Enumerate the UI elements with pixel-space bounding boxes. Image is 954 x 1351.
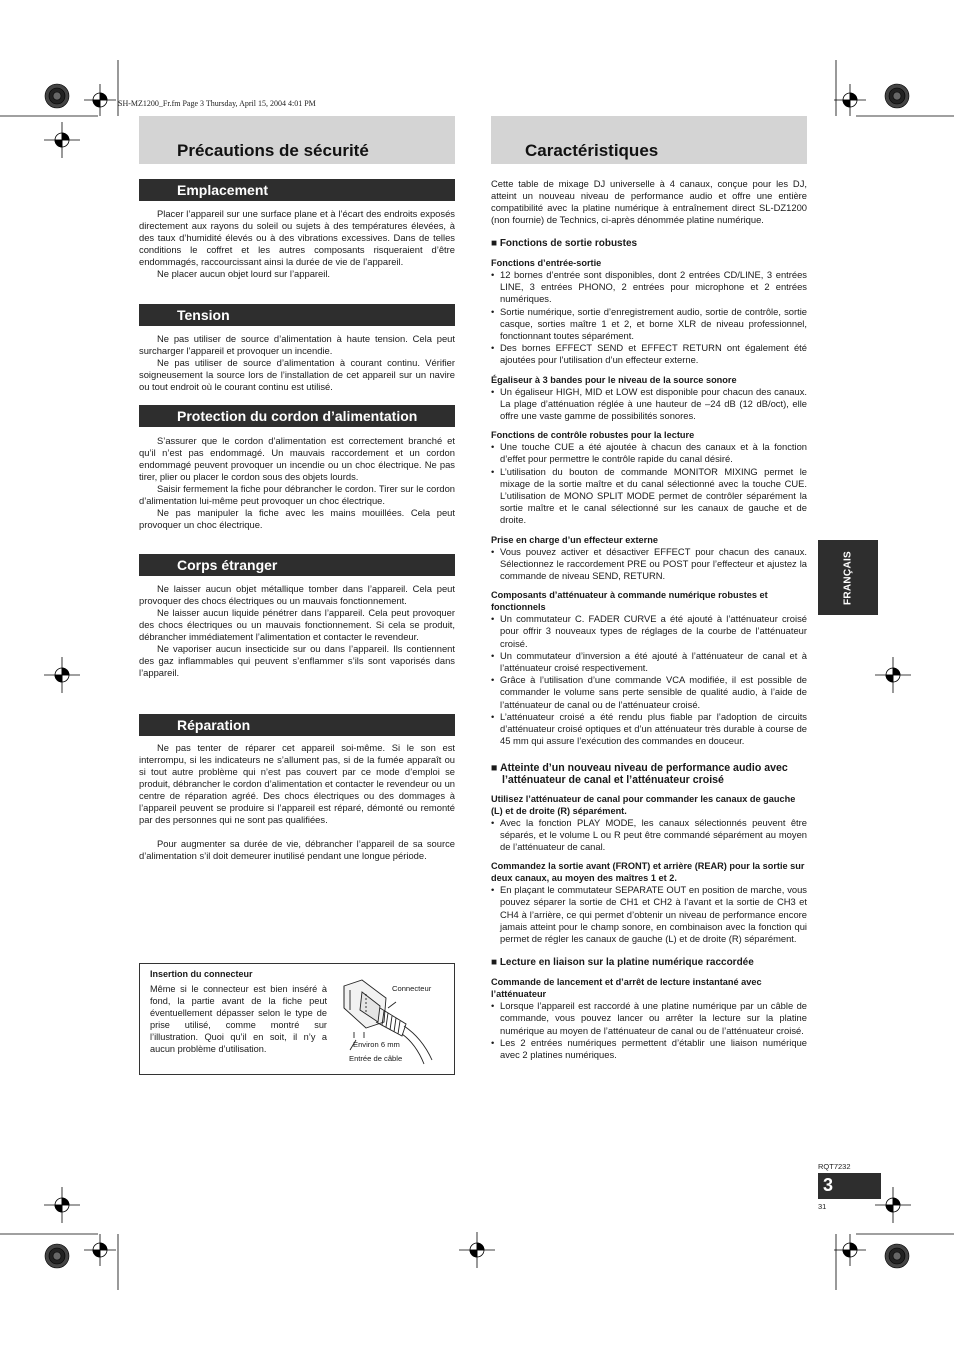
section-heading-reparation (139, 714, 455, 736)
inset-title: Insertion du connecteur (150, 969, 253, 979)
left-title-box (139, 116, 455, 164)
list-item: • Les 2 entrées numériques permettent d’établir une liaison numérique avec 2 platines numériques. (491, 1037, 807, 1061)
list-item: • Sortie numérique, sortie d’enregistrement audio, sortie de contrôle, sortie casque, sorties maître 1 et 2, et borne XLR de niveau professionnel, fonctionnant toutes séparément. (491, 306, 807, 343)
group-title: Commandez la sortie avant (FRONT) et arrière (REAR) pour la sortie sur deux canaux, au moyen des maîtres 1 et 2. (491, 861, 805, 884)
feature-heading: ■ Atteinte d’un nouveau niveau de performance audio avec l’atténuateur de canal et l’atténuateur croisé (491, 761, 788, 786)
language-tab-label: FRANÇAIS (842, 550, 854, 605)
section-heading-label: Emplacement (177, 182, 269, 198)
bullet-list (491, 269, 807, 367)
section-body-tension (139, 333, 455, 393)
list-item: • Vous pouvez activer et désactiver EFFECT pour chacun des canaux. Sélectionnez le raccordement PRE ou POST pour l’effecteur et ajustez la commande de niveau SEND, RETURN. (491, 546, 807, 583)
list-item: • L’atténuateur croisé a été rendu plus fiable par l’adoption de circuits d’atténuateur croisé optiques et d’un atténuateur très durable à course de 45 mm qui assure l’exécution des commandes en douceur. (491, 711, 807, 748)
group-title: Égaliseur à 3 bandes pour le niveau de la source sonore (491, 374, 737, 385)
bullet-list (491, 441, 807, 526)
page-title-right: Caractéristiques (525, 141, 659, 160)
label-connector: Connecteur (392, 984, 432, 993)
group-title: Utilisez l’atténuateur de canal pour commander les canaux de gauche (L) et de droite (R) séparément. (491, 793, 796, 816)
paragraph: Pour augmenter sa durée de vie, débrancher l’appareil de sa source d’alimentation s’il doit demeurer inutilisé pendant une longue période. (139, 838, 455, 861)
group-title: Fonctions d’entrée-sortie (491, 258, 602, 268)
section-heading-label: Corps étranger (177, 557, 278, 573)
section-body-reparation (139, 742, 455, 862)
list-item: • 12 bornes d’entrée sont disponibles, dont 2 entrées CD/LINE, 3 entrées LINE, 3 entrées PHONO, 2 entrées pour microphone et 2 entrées numériques. (491, 269, 807, 306)
feature-heading-label: Fonctions de sortie robustes (499, 238, 638, 249)
bullet-list (491, 884, 807, 945)
paragraph: Placer l’appareil sur une surface plane et à l’écart des endroits exposés directement aux rayons du soleil ou sujets à des températures élevées, à des taux d’humidité élevés ou à des vibrations excessives. Dans de telles conditions le coffret et les autres composants risqueraient d’être endommagés, raccourcissant ainsi la durée de vie de l’appareil. (139, 208, 455, 267)
intro-paragraph (491, 178, 807, 226)
page-title-left: Précautions de sécurité (177, 141, 369, 160)
list-item: • Lorsque l’appareil est raccordé à une platine numérique par un câble de commande, vous pouvez lancer ou arrêter la lecture sur la platine numérique au moyen de l’atténuateur de canal ou de l’atténuateur croisé. (491, 1000, 807, 1037)
bullet-list (491, 613, 807, 747)
paragraph: Saisir fermement la fiche pour débrancher le cordon. Tirer sur le cordon d’alimentation lui-même peut provoquer un choc électrique. (139, 483, 455, 506)
group-title: Composants d’atténuateur à commande numérique robustes et fonctionnels (491, 590, 768, 613)
section-heading-emplacement (139, 179, 455, 201)
feature-heading: ■ Lecture en liaison sur la platine numérique raccordée (491, 957, 754, 969)
paragraph: Ne laisser aucun liquide pénétrer dans l’appareil. Cela peut provoquer des chocs électriques ou un mauvais fonctionnement. Si cela se produit, débrancher immédiatement l’alimentation et contacter le revendeur. (139, 607, 455, 642)
sub-page-number: 31 (818, 1202, 827, 1211)
paragraph: Ne vaporiser aucun insecticide sur ou dans l’appareil. Ils contiennent des gaz inflammables qui peuvent s’enflammer s’ils sont vaporisés dans l’appareil. (139, 643, 455, 678)
file-info: SH-MZ1200_Fr.fm Page 3 Thursday, April 15, 2004 4:01 PM (118, 99, 316, 108)
paragraph: Cette table de mixage DJ universelle à 4 canaux, conçue pour les DJ, atteint un nouveau niveau de performance audio et offre une entière compatibilité avec la platine numérique à entraînement direct SL-DZ1200 (non fournie) de Technics, ci-après dénommée platine numérique. (491, 178, 807, 225)
section-body-corps-etranger (139, 583, 455, 679)
list-item: • Grâce à l’utilisation d’une commande VCA modifiée, il est possible de commander le volume sans perte sensible de qualité audio, à l’aide de l’atténuateur de canal ou de l’atténuateur croisé. (491, 674, 807, 711)
feature-heading-label: Atteinte d’un nouveau niveau de performance audio avec l’atténuateur de canal et l’atténuateur croisé (499, 761, 788, 786)
paragraph: Ne pas utiliser de source d’alimentation à haute tension. Cela peut surcharger l’appareil et provoquer un incendie. (139, 333, 455, 356)
label-distance: Environ 6 mm (353, 1040, 400, 1049)
list-item: • Des bornes EFFECT SEND et EFFECT RETURN ont également été ajoutées pour l’utilisation d’un effecteur externe. (491, 342, 807, 366)
page-number: 3 (823, 1175, 834, 1195)
section-heading-label: Réparation (177, 717, 251, 733)
language-tab (818, 540, 878, 615)
feature-heading: ■ Fonctions de sortie robustes (491, 238, 638, 249)
group-title: Commande de lancement et d’arrêt de lecture instantané avec l’atténuateur (491, 977, 762, 1000)
right-title-box (491, 116, 807, 164)
features-column (491, 178, 807, 1061)
label-cable-entry: Entrée de câble (349, 1054, 403, 1063)
section-heading-cordon (139, 405, 455, 427)
page-number-box (818, 1173, 881, 1199)
list-item: • Un égaliseur HIGH, MID et LOW est disponible pour chacun des canaux. La plage d’atténuation réglée à une hauteur de –24 dB (12 dB/oct), elle offre une vaste gamme de possibilités sonores. (491, 386, 807, 423)
list-item: • Avec la fonction PLAY MODE, les canaux sélectionnés peuvent être séparés, et le volume L ou R peut être commandé séparément au moyen de l’atténuateur de canal. (491, 817, 807, 854)
section-heading-corps-etranger (139, 554, 455, 576)
list-item: • Une touche CUE a été ajoutée à chacun des canaux et à la fonction d’effet pour permettre le contrôle rapide du canal désiré. (491, 441, 807, 465)
group-title: Prise en charge d’un effecteur externe (491, 534, 658, 545)
bullet-list (491, 546, 807, 583)
paragraph: Ne placer aucun objet lourd sur l’appareil. (157, 268, 331, 279)
document-code: RQT7232 (818, 1162, 851, 1171)
section-heading-label: Protection du cordon d’alimentation (177, 408, 418, 424)
list-item: • En plaçant le commutateur SEPARATE OUT en position de marche, vous pouvez séparer la sortie de CH1 et CH2 à l’avant et la sortie de CH3 et CH4 à l’arrière, ce qui permet d’obtenir un niveau de performance encore jamais atteint pour le champ sonore, en combinaison avec la fonction qui permet de régler les canaux de gauche (L) et de droite (R) séparément. (491, 884, 807, 945)
list-item: • L’utilisation du bouton de commande MONITOR MIXING permet le mixage de la sortie maître et du canal sélectionné avec la touche CUE. L’utilisation de MONO SPLIT MODE permet de contrôler séparément la sortie maître et le canal sélectionné sur les canaux de gauche et de droite. (491, 466, 807, 527)
list-item: • Un commutateur d’inversion a été ajouté à l’atténuateur de canal et à l’atténuateur croisé respectivement. (491, 650, 807, 674)
bullet-list (491, 1000, 807, 1061)
list-item: • Un commutateur C. FADER CURVE a été ajouté à l’atténuateur croisé pour offrir 3 nouveaux types de réglages de la courbe de l’atténuateur croisé. (491, 613, 807, 650)
paragraph: Ne pas utiliser de source d’alimentation à courant continu. Vérifier soigneusement la source lors de l’installation de cet appareil sur un navire ou tout endroit où le courant continu est utilisé. (139, 357, 455, 392)
section-body-cordon (139, 435, 455, 531)
section-body-emplacement (139, 208, 455, 280)
section-heading-label: Tension (177, 307, 230, 323)
group-title: Fonctions de contrôle robustes pour la lecture (491, 430, 695, 441)
paragraph: S’assurer que le cordon d’alimentation est correctement branché et qu’il n’est pas endommagé. Un mauvais raccordement et un cordon endommagé peuvent provoquer un incendie ou un choc électrique. Ne pas tirer, plier ou placer le cordon sous des objets lourds. (139, 435, 455, 482)
section-heading-tension (139, 304, 455, 326)
paragraph: Ne pas manipuler la fiche avec les mains mouillées. Cela peut provoquer un choc électrique. (139, 507, 455, 530)
paragraph: Ne pas tenter de réparer cet appareil soi-même. Si le son est interrompu, si les indicateurs ne s’allument pas, si de la fumée apparaît ou si tout autre problème qui n’est pas couvert par ce mode d’emploi se produit, débrancher le cordon d’alimentation et contacter le revendeur ou un centre de réparation agréé. Des chocs électriques ou des dommages à l’appareil peuvent se produire si l’appareil est réparé, démonté ou remonté par des personnes qui ne sont pas qualifiées. (139, 742, 455, 825)
bullet-list (491, 817, 807, 854)
feature-heading-label: Lecture en liaison sur la platine numérique raccordée (499, 957, 754, 969)
paragraph: Ne laisser aucun objet métallique tomber dans l’appareil. Cela peut provoquer des chocs électriques ou un mauvais fonctionnement. (139, 583, 455, 606)
connector-insertion-box (139, 963, 455, 1075)
inset-body: Même si le connecteur est bien inséré à fond, la partie avant de la fiche peut éventuellement dépasser selon le type de prise utilisé, comme montré sur l’illustration. Quoi qu’il en soit, il n’y a aucun problème d’utilisation. (150, 984, 327, 1054)
bullet-list (491, 386, 807, 423)
